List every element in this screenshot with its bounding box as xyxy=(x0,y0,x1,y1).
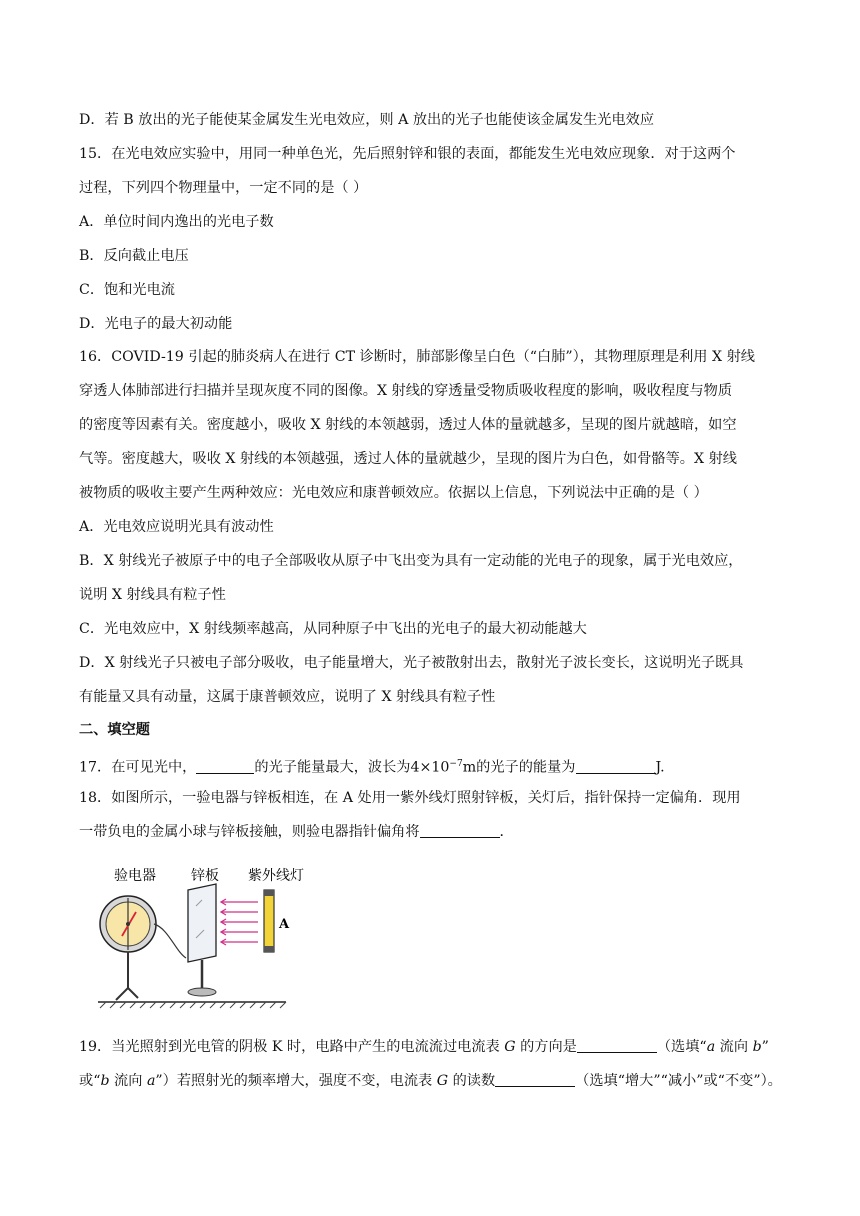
q17-line xyxy=(79,754,791,778)
q16-option-b-line2: 说明 X 射线具有粒子性 xyxy=(79,587,226,603)
q16-stem-line2: 穿透人体肺部进行扫描并呈现灰度不同的图像。X 射线的穿透量受物质吸收程度的影响，吸收程度与物质 xyxy=(79,383,733,399)
q19-b1: b xyxy=(752,1039,762,1055)
ground xyxy=(98,1002,286,1008)
section-title: 二、填空题 xyxy=(79,722,150,738)
q19-blank-1[interactable] xyxy=(577,1038,657,1053)
q17-unit: m xyxy=(462,759,477,776)
electroscope-diagram xyxy=(90,862,304,1012)
q16-option-c: C．光电效应中，X 射线频率越高，从同种原子中飞出的光电子的最大初动能越大 xyxy=(79,621,587,637)
q16-stem-line4: 气等。密度越大，吸收 X 射线的本领越强，透过人体的量就越少，呈现的图片为白色，如骨骼等。X 射线 xyxy=(79,451,737,467)
q18-text: 一带负电的金属小球与锌板接触，则验电器指针偏角将 xyxy=(79,824,420,840)
q19-text-8: （选填“增大”“减小”或“不变”）。 xyxy=(575,1073,782,1089)
q18-end: ． xyxy=(499,824,514,840)
uv-light-arrows xyxy=(221,899,258,945)
q19-text-6: ”）若照射光的频率增大，强度不变，电流表 xyxy=(155,1073,437,1089)
q18-line1: 18．如图所示，一验电器与锌板相连，在 A 处用一紫外线灯照射锌板，关灯后，指针保持一定偏角．现用 xyxy=(79,790,741,806)
q16-option-d-line1: D．X 射线光子只被电子部分吸收，电子能量增大，光子被散射出去，散射光子波长变长，这说明光子既具 xyxy=(79,655,744,671)
electroscope xyxy=(100,896,156,1000)
connecting-wire xyxy=(154,924,186,958)
q19-text-3: （选填“ xyxy=(656,1039,707,1055)
q16-stem-line5: 被物质的吸收主要产生两种效应：光电效应和康普顿效应。依据以上信息，下列说法中正确的是（ ） xyxy=(79,485,708,501)
label-zinc-plate: 锌板 xyxy=(191,868,219,884)
q17-part1: 17．在可见光中， xyxy=(79,759,197,776)
q19-text-1: 19．当光照射到光电管的阴极 K 时，电路中产生的电流流过电流表 xyxy=(79,1039,505,1055)
zinc-plate xyxy=(188,884,216,996)
q19-text-2: 的方向是 xyxy=(515,1039,577,1055)
q19-blank-2[interactable] xyxy=(495,1072,575,1087)
q19-line2 xyxy=(79,1071,791,1091)
q16-option-d-line2: 有能量又具有动量，这属于康普顿效应，说明了 X 射线具有粒子性 xyxy=(79,689,496,705)
q19-g2: G xyxy=(436,1073,449,1089)
q17-part2: 的光子能量最大，波长为 xyxy=(254,759,411,776)
electroscope-figure xyxy=(90,862,304,1012)
q15-stem-line1: 15．在光电效应实验中，用同一种单色光，先后照射锌和银的表面，都能发生光电效应现象．对于这两个 xyxy=(79,146,736,162)
q17-exp: −7 xyxy=(449,759,463,769)
q15-stem-line2: 过程，下列四个物理量中，一定不同的是（ ） xyxy=(79,180,368,196)
q17-part3: 的光子的能量为 xyxy=(476,759,576,776)
q17-blank-2[interactable] xyxy=(576,759,656,774)
q19-a2: a xyxy=(146,1073,156,1089)
q19-line1 xyxy=(79,1037,791,1057)
uv-lamp xyxy=(264,890,274,952)
q18-blank[interactable] xyxy=(420,823,500,838)
q19-a1: a xyxy=(706,1039,716,1055)
q19-text-4: ” xyxy=(761,1039,769,1055)
q14-option-d: D．若 B 放出的光子能使某金属发生光电效应，则 A 放出的光子也能使该金属发生光电效应 xyxy=(79,112,655,128)
label-point-a: A xyxy=(279,917,290,932)
q17-part4: J. xyxy=(655,759,665,776)
q15-option-d: D．光电子的最大初动能 xyxy=(79,316,233,332)
q16-option-b-line1: B．X 射线光子被原子中的电子全部吸收从原子中飞出变为具有一定动能的光电子的现象，属于光电效应， xyxy=(79,553,743,569)
q17-coef: 4×10 xyxy=(410,759,450,776)
q19-text-5: 或“ xyxy=(79,1073,101,1089)
q16-option-a: A．光电效应说明光具有波动性 xyxy=(79,519,274,535)
label-uv-lamp: 紫外线灯 xyxy=(248,868,304,884)
q18-line2 xyxy=(79,822,791,842)
label-electroscope: 验电器 xyxy=(114,868,156,884)
q19-b2: b xyxy=(100,1073,110,1089)
q17-blank-1[interactable] xyxy=(196,759,254,774)
q19-flow2: 流向 xyxy=(109,1073,147,1089)
q15-option-c: C．饱和光电流 xyxy=(79,282,175,298)
q19-flow1: 流向 xyxy=(715,1039,753,1055)
q19-text-7: 的读数 xyxy=(448,1073,496,1089)
q15-option-b: B．反向截止电压 xyxy=(79,248,189,264)
q19-g: G xyxy=(504,1039,516,1055)
q16-stem-line1: 16．COVID-19 引起的肺炎病人在进行 CT 诊断时，肺部影像呈白色（“白肺”），其物理原理是利用 X 射线 xyxy=(79,349,755,365)
q15-option-a: A．单位时间内逸出的光电子数 xyxy=(79,214,274,230)
q16-stem-line3: 的密度等因素有关。密度越小，吸收 X 射线的本领越弱，透过人体的量就越多，呈现的图片就越暗，如空 xyxy=(79,417,737,433)
